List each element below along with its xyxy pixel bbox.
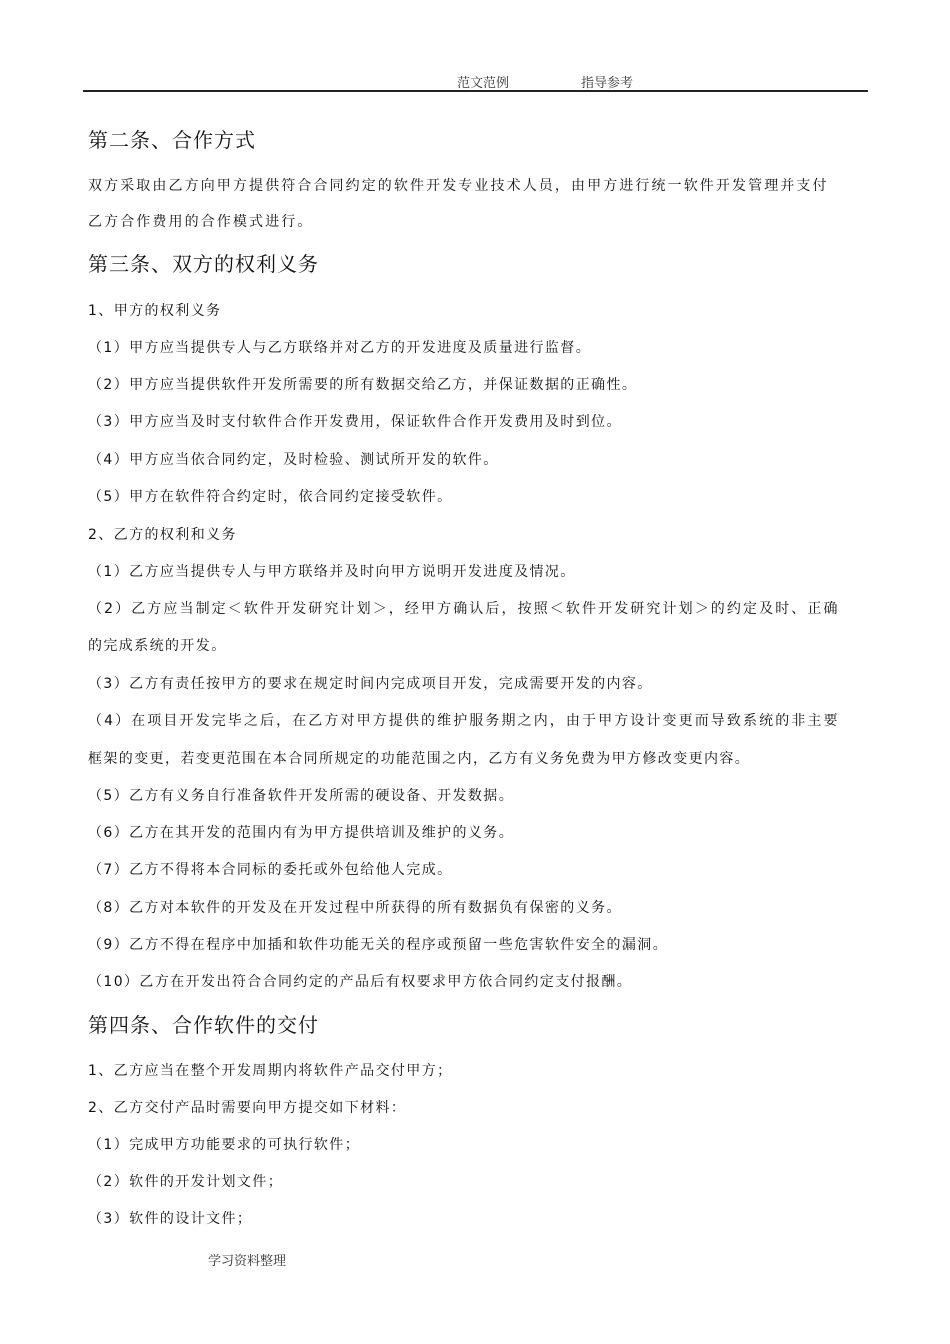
list-item: （7）乙方不得将本合同标的委托或外包给他人完成。: [88, 862, 453, 878]
list-item: （1）甲方应当提供专人与乙方联络并对乙方的开发进度及质量进行监督。: [88, 340, 592, 356]
list-item: （9）乙方不得在程序中加插和软件功能无关的程序或预留一些危害软件安全的漏洞。: [88, 937, 669, 953]
page-header: [83, 70, 868, 92]
list-item: （5）乙方有义务自行准备软件开发所需的硬设备、开发数据。: [88, 788, 515, 804]
list-item: （1）完成甲方功能要求的可执行软件；: [88, 1137, 361, 1153]
list-item: （6）乙方在其开发的范围内有为甲方提供培训及维护的义务。: [88, 825, 515, 841]
list-item-continuation: 框架的变更，若变更范围在本合同所规定的功能范围之内，乙方有义务免费为甲方修改变更内容。: [88, 751, 751, 767]
list-item: （2）乙方应当制定＜软件开发研究计划＞，经甲方确认后，按照＜软件开发研究计划＞的约定及时、正确: [88, 601, 840, 617]
list-item: （10）乙方在开发出符合合同约定的产品后有权要求甲方依合同约定支付报酬。: [88, 974, 633, 990]
list-item: （5）甲方在软件符合约定时，依合同约定接受软件。: [88, 489, 453, 505]
paragraph-line: 双方采取由乙方向甲方提供符合合同约定的软件开发专业技术人员，由甲方进行统一软件开发管理并支付: [88, 178, 829, 194]
list-item: （2）软件的开发计划文件；: [88, 1174, 284, 1190]
heading-article-2: 第二条、合作方式: [88, 128, 256, 152]
list-item: （3）甲方应当及时支付软件合作开发费用，保证软件合作开发费用及时到位。: [88, 414, 622, 430]
list-item: 2、乙方交付产品时需要向甲方提交如下材料：: [88, 1100, 407, 1116]
subheading-party-b: 2、乙方的权利和义务: [88, 527, 237, 543]
heading-article-3: 第三条、双方的权利义务: [88, 252, 319, 276]
header-right-text: 指导参考: [581, 76, 634, 91]
list-item: （3）软件的设计文件；: [88, 1211, 253, 1227]
list-item-continuation: 的完成系统的开发。: [88, 638, 227, 654]
list-item: （4）甲方应当依合同约定，及时检验、测试所开发的软件。: [88, 452, 499, 468]
list-item: （4）在项目开发完毕之后，在乙方对甲方提供的维护服务期之内，由于甲方设计变更而导致系统的非主要: [88, 713, 840, 729]
list-item: （2）甲方应当提供软件开发所需要的所有数据交给乙方，并保证数据的正确性。: [88, 377, 638, 393]
list-item: （3）乙方有责任按甲方的要求在规定时间内完成项目开发，完成需要开发的内容。: [88, 676, 653, 692]
header-left-text: 范文范例: [457, 76, 510, 91]
list-item: （8）乙方对本软件的开发及在开发过程中所获得的所有数据负有保密的义务。: [88, 900, 622, 916]
heading-article-4: 第四条、合作软件的交付: [88, 1013, 319, 1037]
list-item: 1、乙方应当在整个开发周期内将软件产品交付甲方；: [88, 1063, 453, 1079]
paragraph-line: 乙方合作费用的合作模式进行。: [88, 214, 314, 230]
page-footer: 学习资料整理: [208, 1254, 287, 1269]
list-item: （1）乙方应当提供专人与甲方联络并及时向甲方说明开发进度及情况。: [88, 564, 576, 580]
subheading-party-a: 1、甲方的权利义务: [88, 303, 222, 319]
